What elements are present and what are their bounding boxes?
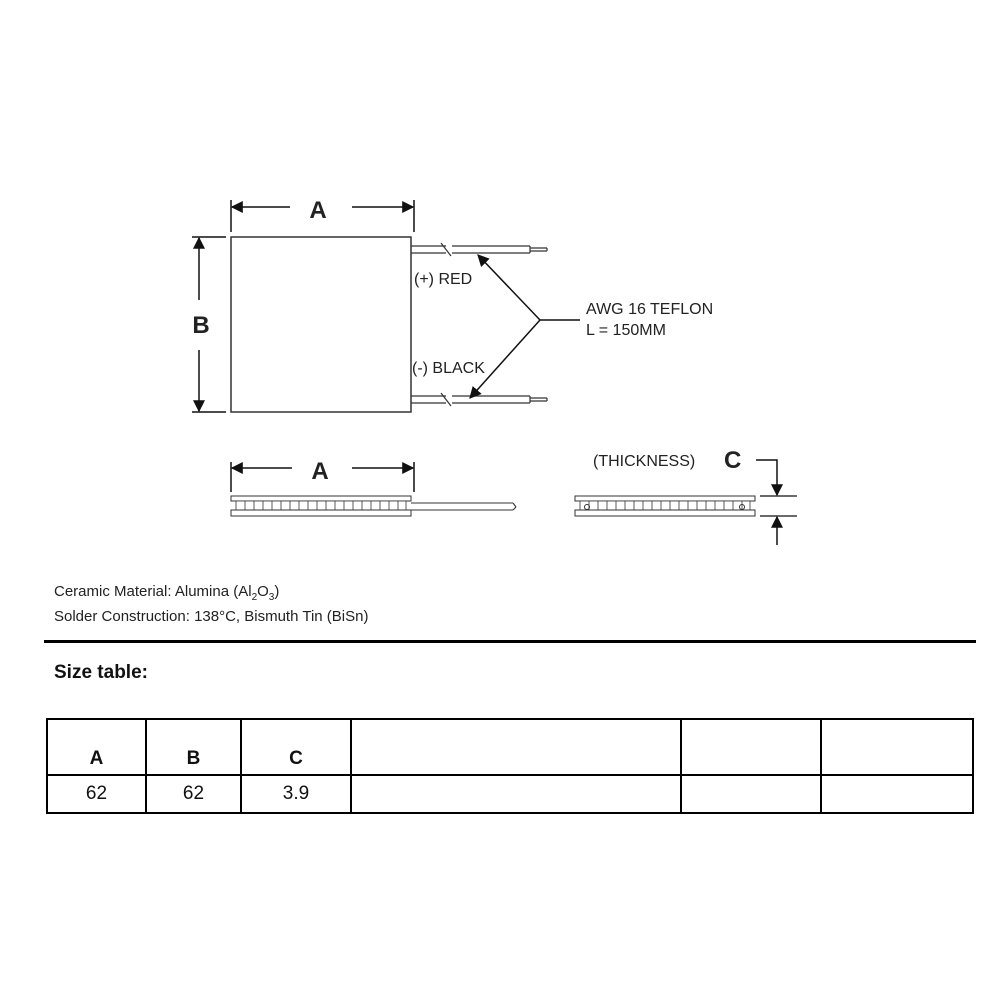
size-header-a: A <box>47 719 146 775</box>
size-table-title: Size table: <box>54 662 148 683</box>
leader-to-red <box>478 255 540 320</box>
wire-spec-line2: L = 150MM <box>586 322 666 339</box>
size-header-empty-2 <box>681 719 821 775</box>
black-wire <box>411 393 547 406</box>
ceramic-material-note: Ceramic Material: Alumina $(Al_2O_3)$ <box>54 583 280 603</box>
side-view <box>231 458 516 516</box>
side-dim-a-label: A <box>311 458 329 485</box>
size-value-c: 3.9 <box>241 775 351 813</box>
material-notes <box>54 582 368 626</box>
size-header-c: C <box>241 719 351 775</box>
size-header-empty-1 <box>351 719 681 775</box>
size-header-empty-3 <box>821 719 973 775</box>
size-header-b: B <box>146 719 241 775</box>
dim-c-leader <box>756 460 777 468</box>
side-wire <box>411 503 516 510</box>
wire-spec-line1: AWG 16 TEFLON <box>586 301 714 318</box>
edge-view <box>575 447 797 545</box>
size-table-row <box>47 775 973 813</box>
side-top-plate <box>231 496 411 501</box>
side-pellets <box>236 501 406 510</box>
leader-to-black <box>470 320 540 398</box>
size-value-empty-2 <box>681 775 821 813</box>
edge-pellets <box>580 501 750 510</box>
top-view <box>192 197 713 412</box>
size-value-b: 62 <box>146 775 241 813</box>
edge-bottom-plate <box>575 510 755 516</box>
dim-a-label: A <box>309 197 327 224</box>
black-lead-label: (-) BLACK <box>412 360 485 377</box>
module-outline <box>231 237 411 412</box>
solder-construction-note: Solder Construction: 138°C, Bismuth Tin (BiSn) <box>54 608 369 625</box>
section-divider <box>44 640 976 643</box>
red-lead-label: (+) RED <box>414 271 473 288</box>
size-value-empty-3 <box>821 775 973 813</box>
side-bottom-plate <box>231 510 411 516</box>
red-wire <box>411 243 547 256</box>
size-table-header-row <box>47 719 973 775</box>
thickness-label: (THICKNESS) <box>593 453 696 470</box>
size-value-a: 62 <box>47 775 146 813</box>
size-table <box>46 718 974 814</box>
dim-c-label: C <box>724 447 742 474</box>
size-value-empty-1 <box>351 775 681 813</box>
dim-b-label: B <box>192 312 210 339</box>
edge-top-plate <box>575 496 755 501</box>
